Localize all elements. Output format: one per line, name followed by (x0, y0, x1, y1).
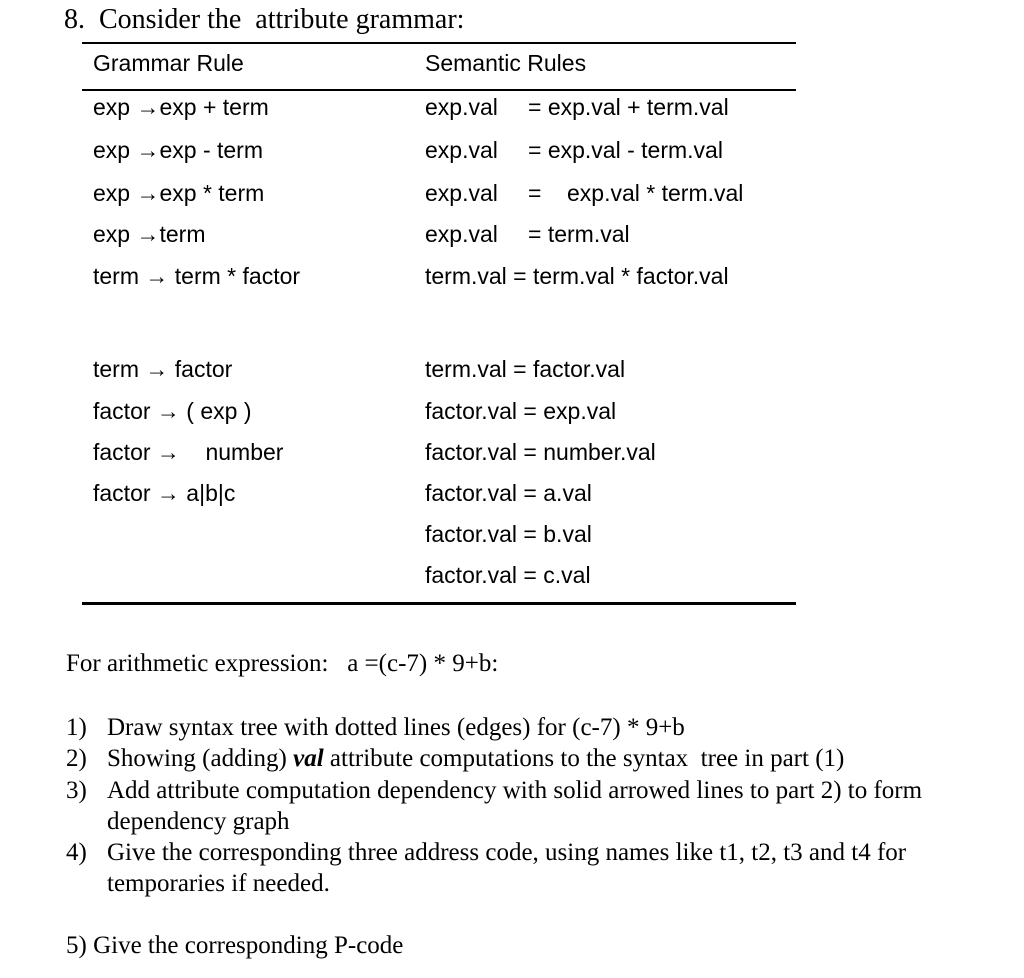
semantic-lhs: exp.val (425, 180, 498, 206)
task-number: 2) (66, 745, 87, 772)
task-number: 4) (66, 839, 87, 866)
semantic-rules-header: Semantic Rules (425, 50, 587, 76)
question-title: 8. Consider the attribute grammar: (64, 4, 465, 35)
task-number: 1) (66, 714, 87, 741)
grammar-rule: factor → number (93, 439, 284, 465)
grammar-rule: exp →exp - term (93, 137, 263, 163)
semantic-rule: factor.val = c.val (425, 562, 591, 588)
task-number: 5) (66, 932, 87, 959)
grammar-rule: factor → ( exp ) (93, 398, 252, 424)
expression-line (66, 650, 498, 678)
semantic-lhs: exp.val (425, 221, 498, 247)
task-text-pre: Showing (adding) (107, 745, 294, 772)
semantic-rhs: = exp.val + term.val (528, 94, 729, 120)
task-text-body: Give the corresponding P-code (93, 932, 404, 959)
semantic-rule (425, 221, 630, 248)
task-text: Draw syntax tree with dotted lines (edges) for (c-7) * 9+b (107, 714, 685, 741)
grammar-rule: exp →exp * term (93, 180, 265, 206)
semantic-rhs: = exp.val - term.val (528, 137, 723, 163)
task-text (107, 743, 1007, 774)
semantic-rule: factor.val = number.val (425, 439, 656, 465)
semantic-rule: term.val = term.val * factor.val (425, 263, 729, 289)
semantic-rule: factor.val = b.val (425, 521, 592, 547)
semantic-rhs: = exp.val * term.val (528, 180, 744, 206)
semantic-rule (425, 137, 723, 164)
expression-value: a =(c-7) * 9+b: (347, 650, 499, 677)
semantic-rule (425, 180, 743, 207)
task-item (66, 899, 404, 961)
table-bottom-rule (82, 602, 796, 605)
semantic-rule: factor.val = a.val (425, 480, 592, 506)
grammar-rule: term → factor (93, 356, 233, 382)
semantic-rule (425, 94, 729, 121)
task-text: Give the corresponding three address code, using names like t1, t2, t3 and t4 for temporaries if needed. (107, 839, 907, 897)
expression-label: For arithmetic expression: (66, 650, 329, 677)
table-top-rule (82, 42, 796, 44)
grammar-rule: factor → a|b|c (93, 480, 236, 506)
task-text-post: attribute computations to the syntax tree in part (1) (323, 745, 845, 772)
task-text: Add attribute computation dependency with solid arrowed lines to part 2) to form dependency graph (107, 777, 923, 835)
semantic-lhs: exp.val (425, 94, 498, 120)
semantic-rule: term.val = factor.val (425, 356, 626, 382)
grammar-rule: exp →term (93, 221, 206, 247)
grammar-rule: term → term * factor (93, 263, 301, 289)
task-text (66, 930, 966, 961)
table-header-rule (82, 89, 796, 91)
semantic-lhs: exp.val (425, 137, 498, 163)
semantic-rule: factor.val = exp.val (425, 398, 617, 424)
semantic-rhs: = term.val (528, 221, 630, 247)
task-number: 3) (66, 777, 87, 804)
grammar-rule: exp →exp + term (93, 94, 269, 120)
task-text-emphasis: val (293, 745, 324, 772)
grammar-rule-header: Grammar Rule (93, 50, 244, 76)
